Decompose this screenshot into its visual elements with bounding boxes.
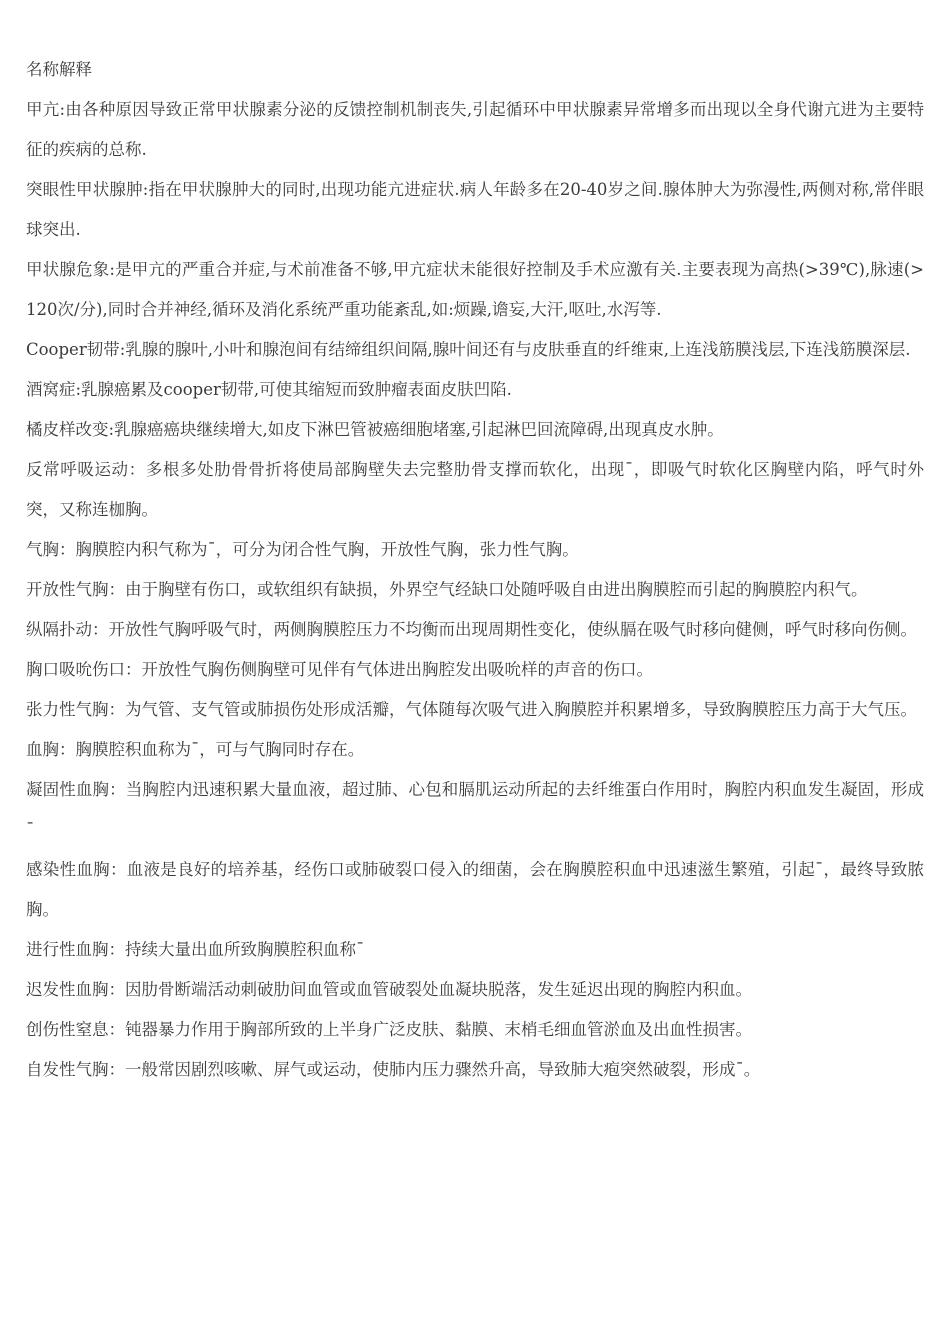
term-definition: 酒窝症:乳腺癌累及cooper韧带,可使其缩短而致肿瘤表面皮肤凹陷.	[26, 380, 512, 399]
term-definition: 气胸：胸膜腔内积气称为¯，可分为闭合性气胸，开放性气胸，张力性气胸。	[26, 540, 579, 559]
term-definition: 感染性血胸：血液是良好的培养基，经伤口或肺破裂口侵入的细菌，会在胸膜腔积血中迅速滋生繁殖，引起¯，最终导致脓胸。	[26, 860, 924, 919]
document-heading: 名称解释	[26, 60, 92, 79]
term-definition-list	[26, 90, 924, 1090]
term-definition: 开放性气胸：由于胸壁有伤口，或软组织有缺损，外界空气经缺口处随呼吸自由进出胸膜腔而引起的胸膜腔内积气。	[26, 580, 868, 599]
term-definition: 纵隔扑动：开放性气胸呼吸气时，两侧胸膜腔压力不均衡而出现周期性变化，使纵膈在吸气时移向健侧，呼气时移向伤侧。	[26, 620, 917, 639]
term-definition: 甲亢:由各种原因导致正常甲状腺素分泌的反馈控制机制丧失,引起循环中甲状腺素异常增多而出现以全身代谢亢进为主要特征的疾病的总称.	[26, 100, 924, 159]
term-definition: 自发性气胸：一般常因剧烈咳嗽、屏气或运动，使肺内压力骤然升高，导致肺大疱突然破裂，形成¯。	[26, 1060, 761, 1079]
term-definition: 血胸：胸膜腔积血称为¯，可与气胸同时存在。	[26, 740, 365, 759]
term-definition: 反常呼吸运动：多根多处肋骨骨折将使局部胸壁失去完整肋骨支撑而软化，出现¯，即吸气时软化区胸壁内陷，呼气时外突，又称连枷胸。	[26, 460, 924, 519]
term-definition: 胸口吸吮伤口：开放性气胸伤侧胸壁可见伴有气体进出胸腔发出吸吮样的声音的伤口。	[26, 660, 653, 679]
term-definition: 甲状腺危象:是甲亢的严重合并症,与术前准备不够,甲亢症状未能很好控制及手术应激有关.主要表现为高热(>39℃),脉速(>120次/分),同时合并神经,循环及消化系统严重功能紊乱,如:烦躁,谵妄,大汗,呕吐,水泻等.	[26, 260, 924, 319]
term-definition: 迟发性血胸：因肋骨断端活动刺破肋间血管或血管破裂处血凝块脱落，发生延迟出现的胸腔内积血。	[26, 980, 752, 999]
term-definition: 创伤性窒息：钝器暴力作用于胸部所致的上半身广泛皮肤、黏膜、末梢毛细血管淤血及出血性损害。	[26, 1020, 752, 1039]
term-definition: 橘皮样改变:乳腺癌癌块继续增大,如皮下淋巴管被癌细胞堵塞,引起淋巴回流障碍,出现真皮水肿。	[26, 420, 724, 439]
term-definition: 凝固性血胸：当胸腔内迅速积累大量血液，超过肺、心包和膈肌运动所起的去纤维蛋白作用时，胸腔内积血发生凝固，形成¯	[26, 780, 924, 839]
term-definition: 进行性血胸：持续大量出血所致胸膜腔积血称¯	[26, 940, 365, 959]
term-definition: 突眼性甲状腺肿:指在甲状腺肿大的同时,出现功能亢进症状.病人年龄多在20-40岁之间.腺体肿大为弥漫性,两侧对称,常伴眼球突出.	[26, 180, 924, 239]
term-definition: Cooper韧带:乳腺的腺叶,小叶和腺泡间有结缔组织间隔,腺叶间还有与皮肤垂直的纤维束,上连浅筋膜浅层,下连浅筋膜深层.	[26, 340, 911, 359]
term-definition: 张力性气胸：为气管、支气管或肺损伤处形成活瓣，气体随每次吸气进入胸膜腔并积累增多，导致胸膜腔压力高于大气压。	[26, 700, 917, 719]
